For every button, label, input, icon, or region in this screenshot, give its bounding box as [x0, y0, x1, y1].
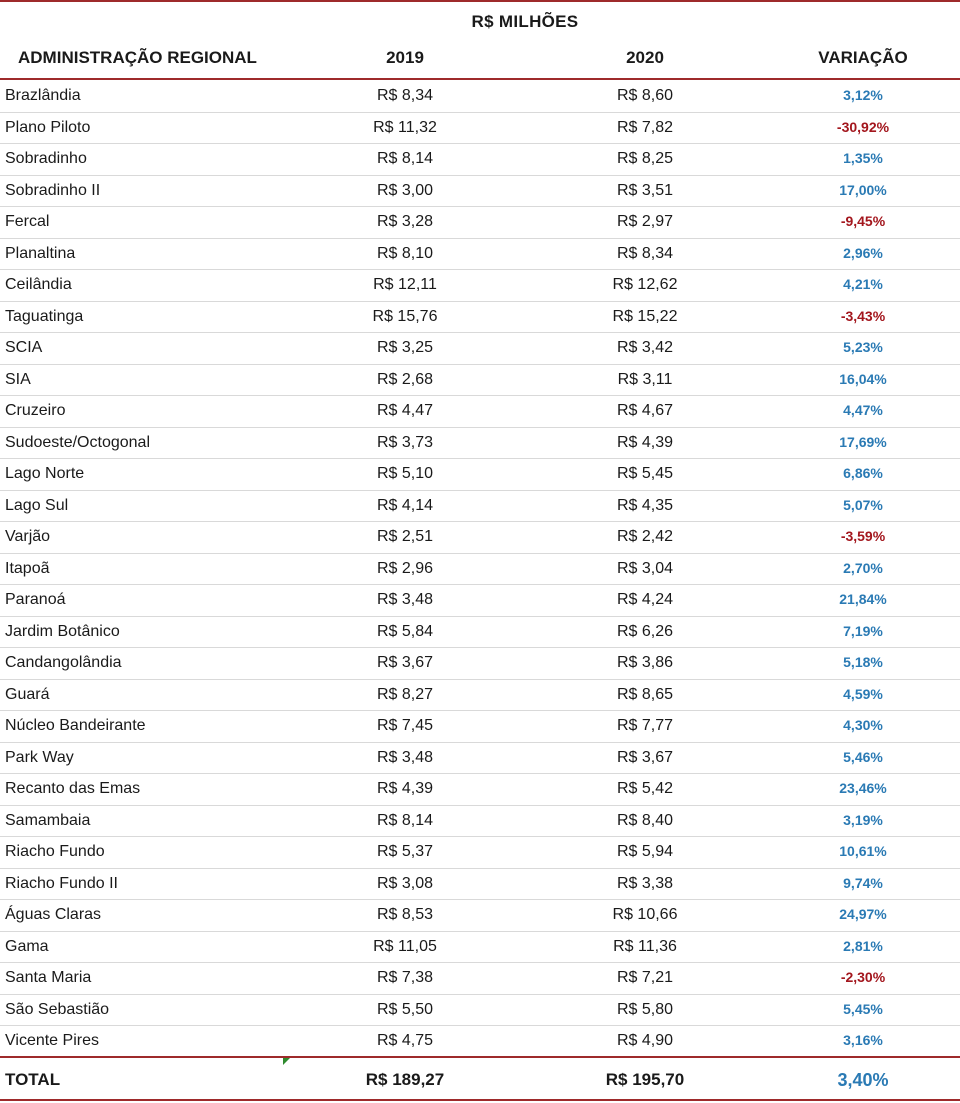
value-2020: R$ 3,38 [616, 874, 674, 892]
table-row [0, 302, 960, 334]
header-variacao: VARIAÇÃO [818, 48, 908, 67]
value-2019: R$ 7,38 [376, 969, 434, 986]
variation-value: -3,43% [840, 307, 886, 324]
value-2019: R$ 3,25 [376, 339, 434, 356]
value-2020: R$ 8,65 [616, 685, 674, 703]
variation-value: 9,74% [843, 874, 883, 891]
value-2020: R$ 8,60 [616, 87, 674, 104]
value-2020: R$ 8,25 [616, 150, 674, 167]
variation-value: 17,69% [839, 433, 887, 450]
region-name: Lago Norte [5, 465, 85, 482]
region-name: Águas Claras [5, 906, 102, 923]
region-name: Vicente Pires [5, 1032, 99, 1049]
value-2019: R$ 12,11 [373, 276, 437, 293]
table-row [0, 648, 960, 680]
region-name: Varjão [5, 528, 51, 545]
value-2019: R$ 15,76 [372, 307, 438, 325]
table-row [0, 428, 960, 460]
table-row [0, 396, 960, 428]
table-row [0, 113, 960, 145]
value-2020: R$ 5,45 [616, 465, 674, 482]
value-2020: R$ 3,86 [616, 654, 674, 671]
value-2020: R$ 10,66 [612, 906, 678, 923]
variation-value: 16,04% [839, 370, 887, 387]
region-name: Sudoeste/Octogonal [5, 433, 150, 451]
table-row [0, 491, 960, 523]
table-row [0, 333, 960, 365]
value-2020: R$ 3,67 [616, 748, 674, 766]
variation-value: 1,35% [843, 150, 883, 166]
table-row [0, 837, 960, 869]
value-2020: R$ 15,22 [612, 307, 678, 325]
table-row [0, 585, 960, 617]
value-2019: R$ 4,75 [376, 1032, 434, 1049]
region-name: Núcleo Bandeirante [5, 717, 146, 734]
value-2019: R$ 2,68 [376, 370, 434, 388]
table-row [0, 617, 960, 649]
value-2019: R$ 11,32 [373, 118, 437, 136]
header-2020: 2020 [626, 48, 664, 67]
table-row [0, 806, 960, 838]
top-divider [0, 0, 960, 2]
value-2019: R$ 8,27 [376, 685, 434, 703]
value-2019: R$ 7,45 [376, 717, 434, 734]
total-row [0, 1062, 960, 1098]
value-2019: R$ 3,73 [376, 433, 434, 451]
value-2020: R$ 7,82 [616, 118, 674, 136]
variation-value: 2,96% [843, 244, 883, 261]
variation-value: 2,81% [843, 937, 883, 954]
table-row [0, 270, 960, 302]
total-2020: R$ 195,70 [605, 1070, 685, 1089]
value-2019: R$ 8,14 [376, 811, 434, 829]
variation-value: 4,30% [843, 717, 883, 733]
region-name: SCIA [5, 339, 43, 356]
region-name: Park Way [5, 748, 74, 766]
header-admin-regional: ADMINISTRAÇÃO REGIONAL [18, 48, 257, 67]
table-row [0, 869, 960, 901]
variation-value: 21,84% [839, 591, 887, 607]
value-2020: R$ 4,67 [616, 402, 674, 419]
value-2020: R$ 8,34 [616, 244, 674, 262]
region-name: Candangolândia [5, 654, 122, 671]
total-divider-top [0, 1056, 960, 1058]
value-2020: R$ 4,35 [616, 496, 674, 514]
value-2020: R$ 8,40 [616, 811, 674, 829]
variation-value: 2,70% [843, 559, 883, 576]
table-row [0, 932, 960, 964]
variation-value: 5,23% [843, 339, 883, 355]
table-row [0, 459, 960, 491]
region-name: Riacho Fundo [5, 843, 105, 860]
value-2020: R$ 7,77 [616, 717, 674, 734]
value-2019: R$ 8,53 [376, 906, 434, 923]
region-name: Itapoã [5, 559, 50, 577]
variation-value: -2,30% [840, 969, 886, 985]
value-2019: R$ 3,48 [376, 748, 434, 766]
header-divider [0, 78, 960, 80]
value-2020: R$ 5,94 [616, 843, 674, 860]
region-name: São Sebastião [5, 1000, 110, 1018]
table-row [0, 774, 960, 806]
table-row [0, 995, 960, 1027]
value-2020: R$ 2,42 [616, 528, 674, 545]
table-row [0, 144, 960, 176]
variation-value: 5,46% [843, 748, 883, 765]
variation-value: -9,45% [840, 213, 886, 229]
region-name: Plano Piloto [5, 118, 91, 136]
table-row [0, 900, 960, 932]
variation-value: 3,16% [843, 1032, 883, 1048]
table-row [0, 680, 960, 712]
variation-value: 4,59% [843, 685, 883, 702]
table-row [0, 365, 960, 397]
table-row [0, 1026, 960, 1058]
value-2019: R$ 8,14 [376, 150, 434, 167]
region-name: Cruzeiro [5, 402, 66, 419]
value-2019: R$ 3,48 [376, 591, 434, 608]
value-2019: R$ 5,84 [376, 622, 434, 640]
variation-value: -30,92% [836, 118, 890, 135]
variation-value: 23,46% [839, 780, 887, 796]
value-2020: R$ 3,51 [616, 181, 674, 199]
table-row [0, 207, 960, 239]
variation-value: 4,21% [843, 276, 883, 292]
table-body [0, 81, 960, 1058]
header-2019: 2019 [386, 48, 424, 67]
value-2019: R$ 5,37 [376, 843, 434, 860]
value-2019: R$ 8,34 [376, 87, 434, 104]
variation-value: 7,19% [843, 622, 883, 639]
variation-value: 6,86% [843, 465, 883, 481]
variation-value: 3,19% [843, 811, 883, 828]
variation-value: -3,59% [840, 528, 886, 544]
value-2019: R$ 4,47 [376, 402, 434, 419]
total-2019: R$ 189,27 [365, 1070, 445, 1089]
total-divider-bottom [0, 1099, 960, 1101]
value-2020: R$ 7,21 [616, 969, 674, 986]
region-name: Gama [5, 937, 49, 955]
region-name: Santa Maria [5, 969, 92, 986]
region-name: Guará [5, 685, 50, 703]
value-2020: R$ 4,39 [616, 433, 674, 451]
value-2020: R$ 2,97 [616, 213, 674, 230]
units-label: R$ MILHÕES [471, 12, 579, 31]
region-name: Samambaia [5, 811, 91, 829]
region-name: SIA [5, 370, 31, 388]
region-name: Lago Sul [5, 496, 69, 514]
region-name: Brazlândia [5, 87, 81, 104]
table-row [0, 239, 960, 271]
value-2020: R$ 5,42 [616, 780, 674, 797]
value-2019: R$ 2,51 [376, 528, 434, 545]
value-2019: R$ 11,05 [373, 937, 437, 955]
value-2020: R$ 6,26 [616, 622, 674, 640]
variation-value: 10,61% [839, 843, 887, 859]
value-2020: R$ 3,11 [617, 370, 673, 388]
value-2019: R$ 3,00 [376, 181, 434, 199]
table-row [0, 711, 960, 743]
variation-value: 3,12% [843, 87, 883, 103]
table-row [0, 554, 960, 586]
table-row [0, 176, 960, 208]
value-2019: R$ 8,10 [376, 244, 434, 262]
value-2020: R$ 11,36 [613, 937, 677, 955]
region-name: Sobradinho [5, 150, 87, 167]
value-2019: R$ 3,67 [376, 654, 434, 671]
variation-value: 24,97% [839, 906, 887, 922]
region-name: Planaltina [5, 244, 76, 262]
variation-value: 4,47% [843, 402, 883, 418]
value-2019: R$ 2,96 [376, 559, 434, 577]
region-name: Ceilândia [5, 276, 72, 293]
variation-value: 5,18% [843, 654, 883, 670]
value-2019: R$ 5,50 [376, 1000, 434, 1018]
value-2020: R$ 3,42 [616, 339, 674, 356]
value-2019: R$ 4,14 [376, 496, 434, 514]
variation-value: 17,00% [839, 181, 887, 198]
table-header [0, 44, 960, 76]
total-variacao: 3,40% [837, 1070, 889, 1090]
value-2020: R$ 4,90 [616, 1032, 674, 1049]
value-2019: R$ 5,10 [376, 465, 434, 482]
region-name: Riacho Fundo II [5, 874, 118, 892]
table-row [0, 963, 960, 995]
region-name: Paranoá [5, 591, 66, 608]
value-2020: R$ 5,80 [616, 1000, 674, 1018]
value-2019: R$ 3,28 [376, 213, 434, 230]
value-2020: R$ 3,04 [616, 559, 674, 577]
table-row [0, 743, 960, 775]
table-row [0, 522, 960, 554]
table-row [0, 81, 960, 113]
value-2020: R$ 4,24 [616, 591, 674, 608]
variation-value: 5,07% [843, 496, 883, 513]
region-name: Taguatinga [5, 307, 84, 325]
total-label: TOTAL [5, 1070, 61, 1089]
value-2019: R$ 3,08 [376, 874, 434, 892]
value-2019: R$ 4,39 [376, 780, 434, 797]
region-name: Recanto das Emas [5, 780, 141, 797]
region-name: Sobradinho II [5, 181, 101, 199]
value-2020: R$ 12,62 [612, 276, 678, 293]
region-name: Fercal [5, 213, 50, 230]
region-name: Jardim Botânico [5, 622, 120, 640]
variation-value: 5,45% [843, 1000, 883, 1017]
